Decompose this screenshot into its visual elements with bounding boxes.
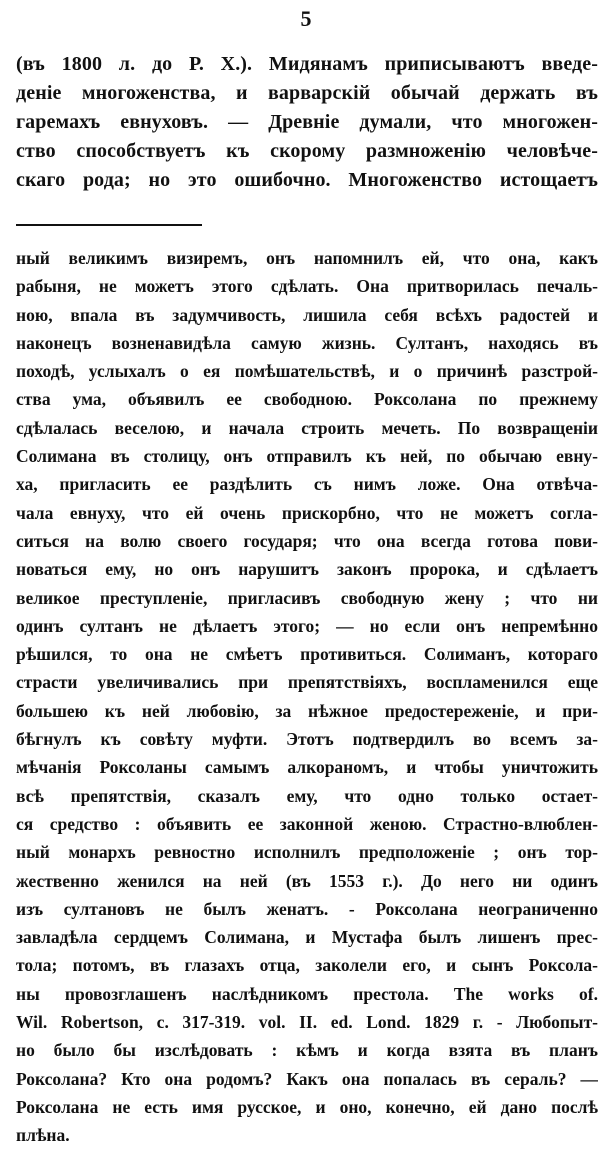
text-line: Роксолана? Кто она родомъ? Какъ она попалась въ сераль? — — [16, 1068, 598, 1089]
main-body-text — [16, 244, 598, 1150]
text-line: большею къ ней любовію, за нѣжное предостереженіе, и при- — [16, 700, 598, 721]
text-line: великое преступленіе, пригласивъ свободную жену ; что ни — [16, 587, 598, 608]
text-line: тола; потомъ, въ глазахъ отца, заколели его, и сынъ Роксола- — [16, 955, 598, 976]
text-line: деніе многоженства, и варварскій обычай держать въ — [16, 82, 598, 104]
text-line: ны провозглашенъ наслѣдникомъ престола. The works of. — [16, 983, 598, 1004]
text-line: одинъ султанъ не дѣлаетъ этого; — но если онъ непремѣнно — [16, 615, 598, 636]
text-line: Солимана въ столицу, онъ отправилъ къ ней, по обычаю евну- — [16, 446, 598, 467]
text-line: гаремахъ евнуховъ. — Древніе думали, что многожен- — [16, 111, 598, 133]
text-line: Роксолана не есть имя русское, и оно, конечно, ей дано послѣ — [16, 1096, 598, 1117]
text-line: новаться ему, но онъ нарушитъ законъ пророка, и сдѣлаетъ — [16, 559, 598, 580]
text-line: бѣгнулъ къ совѣту муфти. Этотъ подтвердилъ во всемъ за- — [16, 729, 598, 750]
text-line: скаго рода; но это ошибочно. Многоженство истощаетъ — [16, 169, 598, 191]
text-line: плѣна. — [16, 1125, 70, 1146]
text-line: ситься на волю своего государя; что она всегда готова пови- — [16, 530, 598, 551]
text-line: ный монархъ ревностно исполнилъ предположеніе ; онъ тор- — [16, 842, 598, 863]
text-line: наконецъ возненавидѣла самую жизнь. Султанъ, находясь въ — [16, 332, 598, 353]
text-line: рабыня, не можетъ этого сдѣлать. Она притворилась печаль- — [16, 276, 598, 297]
text-line: страсти увеличивались при препятствіяхъ, воспламенился еще — [16, 672, 598, 693]
text-line: но было бы изслѣдовать : кѣмъ и когда взята въ планъ — [16, 1040, 598, 1061]
text-line: сдѣлалась веселою, и начала строить мечеть. По возвращеніи — [16, 417, 598, 438]
section-divider — [16, 224, 202, 226]
text-line: мѣчанія Роксоланы самымъ алкораномъ, и чтобы уничтожить — [16, 757, 598, 778]
text-line: изъ султановъ не былъ женатъ. - Роксолана неограниченно — [16, 898, 598, 919]
footnote-continuation-text — [16, 50, 598, 195]
text-line: всѣ препятствія, сказалъ ему, что одно только остает- — [16, 785, 598, 806]
page-number: 5 — [300, 6, 312, 31]
text-line: ство способствуетъ къ скорому размноженію человѣче- — [16, 140, 598, 162]
text-line: чала евнуху, что ей очень прискорбно, что не можетъ согла- — [16, 502, 598, 523]
text-line: (въ 1800 л. до Р. Х.). Мидянамъ приписываютъ введе- — [16, 53, 598, 75]
text-line: жественно женился на ней (въ 1553 г.). До него ни одинъ — [16, 870, 598, 891]
text-line: рѣшился, то она не смѣетъ противиться. Солиманъ, котораго — [16, 644, 598, 665]
text-line: ный великимъ визиремъ, онъ напомнилъ ей, что она, какъ — [16, 248, 598, 268]
text-line: походѣ, услыхалъ о ея помѣшательствѣ, и о причинѣ разстрой- — [16, 361, 598, 382]
text-line: ха, пригласить ее раздѣлить съ нимъ ложе. Она отвѣча- — [16, 474, 598, 495]
text-line: ся средство : объявить ее законной женою. Страстно-влюблен- — [16, 813, 598, 834]
text-line: ною, впала въ задумчивость, лишила себя всѣхъ радостей и — [16, 304, 598, 325]
text-line: завладѣла сердцемъ Солимана, и Мустафа былъ лишенъ прес- — [16, 927, 598, 948]
text-line: Wil. Robertson, с. 317-319. vol. II. ed. Lond. 1829 г. - Любопыт- — [16, 1012, 598, 1033]
text-line: ства ума, объявилъ ее свободною. Роксолана по прежнему — [16, 389, 598, 410]
